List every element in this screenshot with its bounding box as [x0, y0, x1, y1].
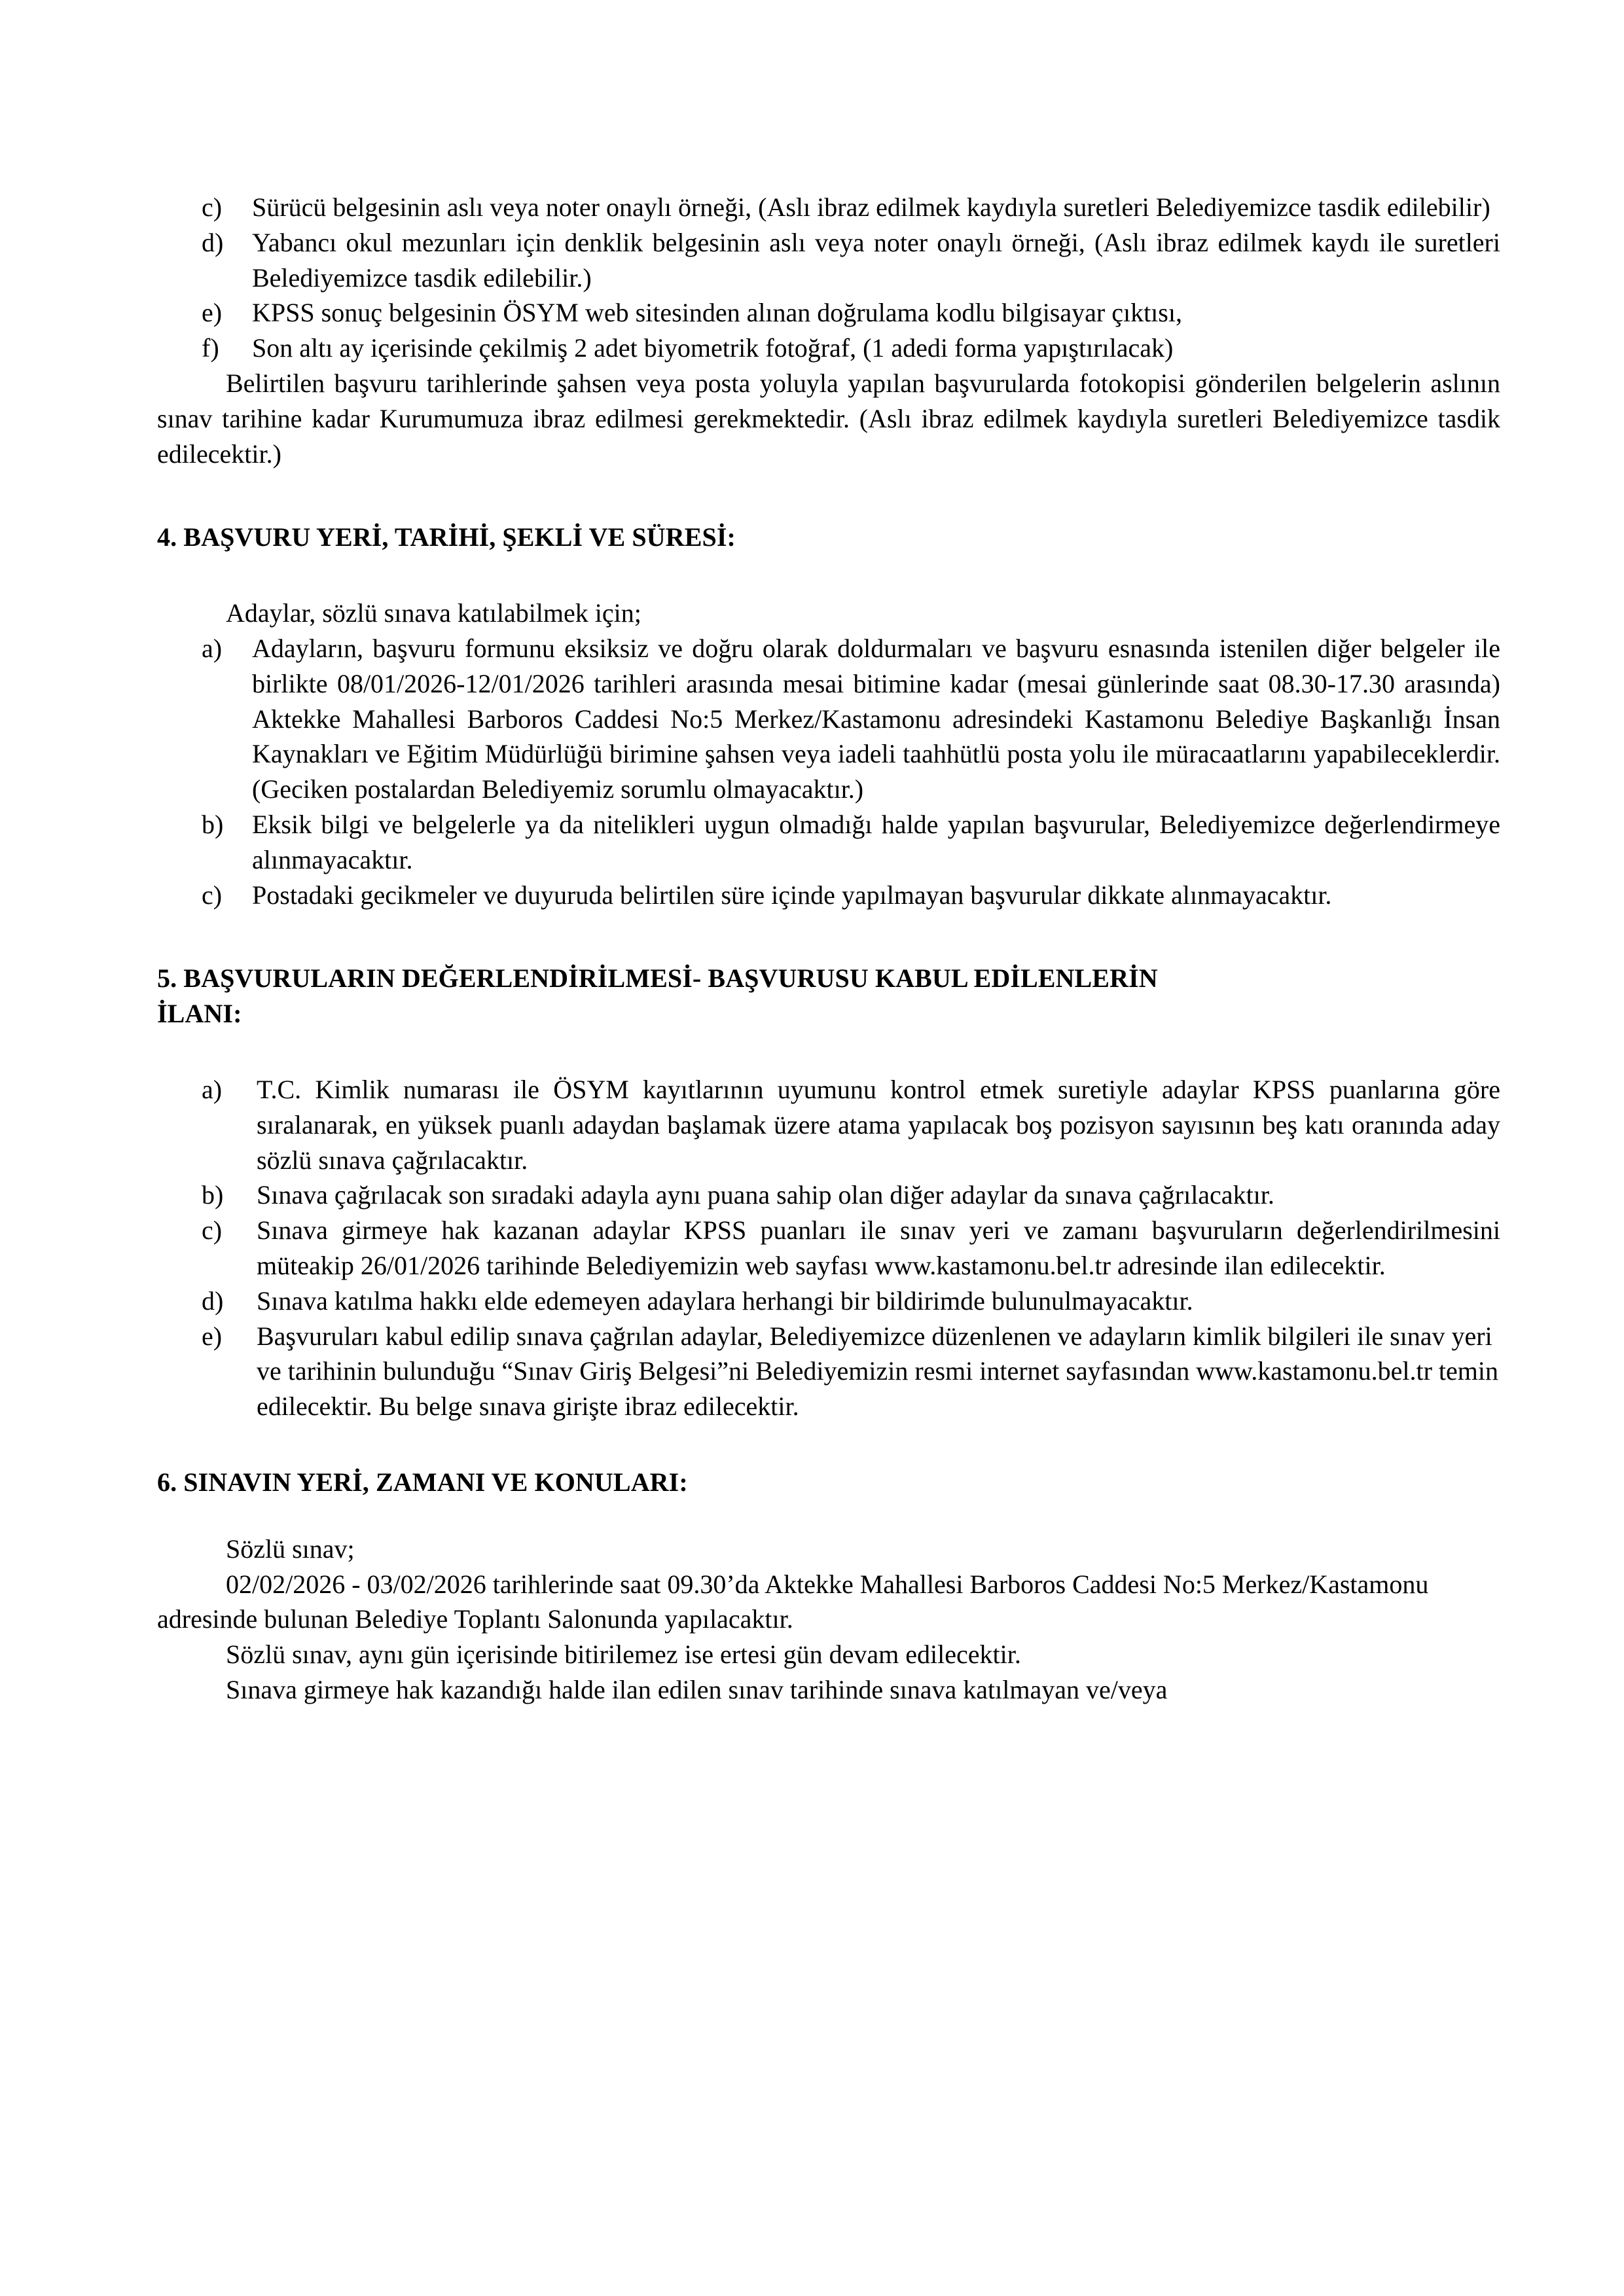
- list-marker: f): [202, 333, 219, 363]
- list-marker: e): [202, 1321, 223, 1351]
- list-marker: d): [202, 1285, 224, 1316]
- list-item: [157, 331, 1500, 366]
- list-marker: b): [202, 809, 224, 839]
- section-6-paragraph-3: Sözlü sınav, aynı gün içerisinde bitirilemez ise ertesi gün devam edilecektir.: [226, 1640, 1021, 1670]
- section-6-heading: 6. SINAVIN YERİ, ZAMANI VE KONULARI:: [157, 1467, 688, 1497]
- list-item-text: Başvuruları kabul edilip sınava çağrılan adaylar, Belediyemizce düzenlenen ve adayların kimlik bilgileri ile sınav yeri ve tarihinin bulunduğu “Sınav Giriş Belgesi”ni Belediyemizin resmi internet sayfasından www.kastamonu.bel.tr temin edilecektir. Bu belge sınava girişte ibraz edilecektir.: [257, 1321, 1498, 1422]
- list-marker: b): [202, 1180, 224, 1210]
- list-marker: e): [202, 298, 223, 328]
- list-item-text: Adayların, başvuru formunu eksiksiz ve doğru olarak doldurmaları ve başvuru esnasında istenilen diğer belgeler ile birlikte 08/01/2026-12/01/2026 tarihleri arasında mesai bitimine kadar (mesai günlerinde saat 08.30-17.30 arasında) Aktekke Mahallesi Barboros Caddesi No:5 Merkez/Kastamonu adresindeki Kastamonu Belediye Başkanlığı İnsan Kaynakları ve Eğitim Müdürlüğü birimine şahsen veya iadeli taahhütlü posta yolu ile müracaatlarını yapabileceklerdir. (Geciken postalardan Belediyemiz sorumlu olmayacaktır.): [252, 633, 1500, 804]
- list-marker: c): [202, 880, 223, 910]
- list-item: [157, 1283, 1500, 1319]
- spacer: [157, 1500, 1500, 1532]
- list-item-text: Sınava katılma hakkı elde edemeyen adaylara herhangi bir bildirimde bulunulmayacaktır.: [257, 1285, 1193, 1316]
- list-marker: c): [202, 1215, 223, 1246]
- list-item-text: Sınava girmeye hak kazanan adaylar KPSS puanları ile sınav yeri ve zamanı başvuruların değerlendirilmesini müteakip 26/01/2026 tarihinde Belediyemizin web sayfası www.kastamonu.bel.tr adresinde ilan edilecektir.: [257, 1215, 1500, 1280]
- list-item-text: Sınava çağrılacak son sıradaki adayla aynı puana sahip olan diğer adaylar da sınava çağrılacaktır.: [257, 1180, 1274, 1210]
- list-marker: c): [202, 192, 223, 222]
- list-item: [157, 807, 1500, 878]
- list-marker: d): [202, 227, 224, 257]
- spacer: [157, 1031, 1500, 1072]
- spacer: [157, 1424, 1500, 1465]
- section-4-intro: Adaylar, sözlü sınava katılabilmek için;: [226, 598, 641, 628]
- spacer: [157, 471, 1500, 520]
- section-5-heading-line-1: 5. BAŞVURULARIN DEĞERLENDİRİLMESİ- BAŞVURUSU KABUL EDİLENLERİN: [157, 963, 1158, 994]
- section-5-heading-line-2: İLANI:: [157, 999, 242, 1029]
- spacer: [157, 912, 1500, 961]
- list-item: [157, 878, 1500, 913]
- list-item-text: KPSS sonuç belgesinin ÖSYM web sitesinden alınan doğrulama kodlu bilgisayar çıktısı,: [252, 298, 1182, 328]
- list-item-text: Son altı ay içerisinde çekilmiş 2 adet biyometrik fotoğraf, (1 adedi forma yapıştırılacak): [252, 333, 1174, 363]
- list-item-text: T.C. Kimlik numarası ile ÖSYM kayıtlarının uyumunu kontrol etmek suretiyle adaylar KPSS puanlarına göre sıralanarak, en yüksek puanlı adaydan başlamak üzere atama yapılacak boş pozisyon sayısının beş katı oranında aday sözlü sınava çağrılacaktır.: [257, 1074, 1500, 1175]
- list-item: [157, 1319, 1500, 1424]
- section-4-heading: 4. BAŞVURU YERİ, TARİHİ, ŞEKLİ VE SÜRESİ:: [157, 522, 736, 552]
- list-item: [157, 190, 1500, 225]
- list-item: [157, 1177, 1500, 1213]
- section-6-paragraph-1: Sözlü sınav;: [226, 1534, 355, 1564]
- top-paragraph: Belirtilen başvuru tarihlerinde şahsen veya posta yoluyla yapılan başvurularda fotokopisi gönderilen belgelerin aslının sınav tarihine kadar Kurumumuza ibraz edilmesi gerekmektedir. (Aslı ibraz edilmek kaydıyla suretleri Belediyemizce tasdik edilecektir.): [157, 368, 1500, 469]
- section-4-list: [157, 631, 1500, 912]
- section-5-list: [157, 1072, 1500, 1424]
- section-6-paragraph-2: 02/02/2026 - 03/02/2026 tarihlerinde saat 09.30’da Aktekke Mahallesi Barboros Caddesi No:5 Merkez/Kastamonu adresinde bulunan Belediye Toplantı Salonunda yapılacaktır.: [157, 1569, 1429, 1634]
- list-item: [157, 225, 1500, 296]
- list-item-text: Yabancı okul mezunları için denklik belgesinin aslı veya noter onaylı örneği, (Aslı ibraz edilmek kaydı ile suretleri Belediyemizce tasdik edilebilir.): [252, 227, 1500, 293]
- list-item-text: Sürücü belgesinin aslı veya noter onaylı örneği, (Aslı ibraz edilmek kaydıyla suretleri Belediyemizce tasdik edilebilir): [252, 192, 1490, 222]
- spacer: [157, 555, 1500, 596]
- list-marker: a): [202, 633, 223, 663]
- top-lettered-list: [157, 190, 1500, 366]
- list-item: [157, 295, 1500, 331]
- list-item-text: Eksik bilgi ve belgelerle ya da nitelikleri uygun olmadığı halde yapılan başvurular, Belediyemizce değerlendirmeye alınmayacaktır.: [252, 809, 1500, 874]
- list-item: [157, 1072, 1500, 1177]
- page-content: [157, 190, 1500, 1708]
- list-marker: a): [202, 1074, 223, 1104]
- list-item-text: Postadaki gecikmeler ve duyuruda belirtilen süre içinde yapılmayan başvurular dikkate alınmayacaktır.: [252, 880, 1332, 910]
- section-6-paragraph-4: Sınava girmeye hak kazandığı halde ilan edilen sınav tarihinde sınava katılmayan ve/veya: [226, 1674, 1168, 1704]
- list-item: [157, 631, 1500, 807]
- list-item: [157, 1213, 1500, 1283]
